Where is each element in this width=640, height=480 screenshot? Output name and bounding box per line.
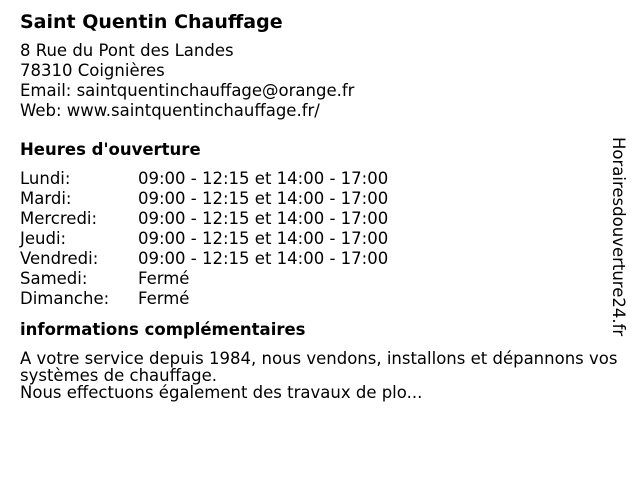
web-line: Web: www.saintquentinchauffage.fr/ <box>20 101 320 120</box>
hours-day: Mardi: <box>20 189 72 208</box>
hours-day: Dimanche: <box>20 289 110 308</box>
hours-heading: Heures d'ouverture <box>20 140 201 159</box>
address-street: 8 Rue du Pont des Landes <box>20 41 234 60</box>
hours-row <box>20 229 620 249</box>
hours-day: Lundi: <box>20 169 71 188</box>
hours-time: 09:00 - 12:15 et 14:00 - 17:00 <box>138 229 389 248</box>
hours-time: 09:00 - 12:15 et 14:00 - 17:00 <box>138 189 389 208</box>
email-line: Email: saintquentinchauffage@orange.fr <box>20 81 355 100</box>
business-name: Saint Quentin Chauffage <box>20 11 283 33</box>
hours-day: Mercredi: <box>20 209 98 228</box>
hours-row <box>20 209 620 229</box>
business-card <box>20 9 620 401</box>
hours-row <box>20 289 620 309</box>
info-paragraph: A votre service depuis 1984, nous vendons, installons et dépannons vos systèmes de chauffage. <box>20 349 618 385</box>
hours-row <box>20 169 620 189</box>
hours-row <box>20 269 620 289</box>
hours-day: Jeudi: <box>20 229 67 248</box>
address-block <box>20 41 620 121</box>
address-city: 78310 Coignières <box>20 61 165 80</box>
hours-day: Samedi: <box>20 269 88 288</box>
info-text <box>20 350 640 401</box>
hours-time: 09:00 - 12:15 et 14:00 - 17:00 <box>138 209 389 228</box>
info-heading: informations complémentaires <box>20 320 306 339</box>
hours-row <box>20 249 620 269</box>
hours-table <box>20 169 620 309</box>
hours-time: 09:00 - 12:15 et 14:00 - 17:00 <box>138 249 389 268</box>
site-watermark: Horairesdouverture24.fr <box>609 137 628 337</box>
hours-row <box>20 189 620 209</box>
hours-day: Vendredi: <box>20 249 99 268</box>
hours-time: Fermé <box>138 289 190 308</box>
hours-time: 09:00 - 12:15 et 14:00 - 17:00 <box>138 169 389 188</box>
info-paragraph: Nous effectuons également des travaux de plo... <box>20 383 423 402</box>
hours-time: Fermé <box>138 269 190 288</box>
